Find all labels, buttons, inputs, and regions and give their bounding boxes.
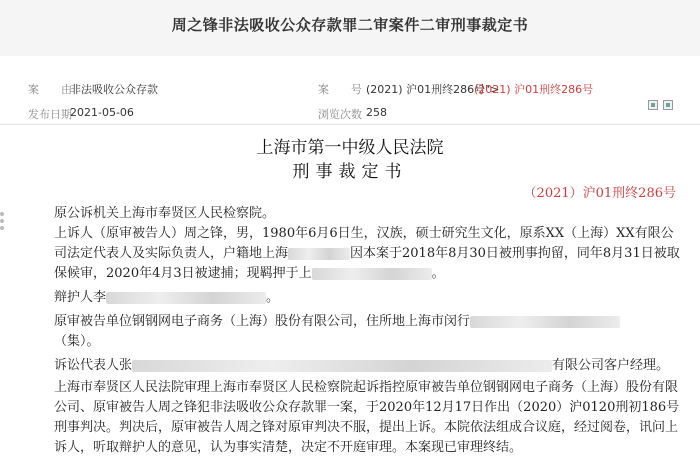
redaction <box>470 316 620 328</box>
page-header <box>0 0 700 56</box>
view-count-value: 258 <box>366 106 387 119</box>
scroll-marker <box>0 212 6 242</box>
case-number-value-red: (2021) 沪01刑终286号 <box>474 83 594 96</box>
redaction <box>132 360 552 372</box>
case-number-value: (2021) 沪01刑终286号"> <box>366 83 500 96</box>
meta-actions <box>648 95 678 114</box>
paragraph-appellant: 上诉人（原审被告人）周之锋，男，1980年6月6日生，汉族，硕士研究生文化，原系XX（上海）XX有限公司法定代表人及实际负责人，户籍地上海 因本案于2018年8月30日被刑事拘留，同年8月31日被取保候审，2020年4月3日被逮捕；现羁押于上 。 <box>54 226 680 281</box>
court-name: 上海市第一中级人民法院 <box>256 138 444 158</box>
document-title: 周之锋非法吸收公众存款罪二审案件二审刑事裁定书 <box>171 16 529 34</box>
publish-date-value: 2021-05-06 <box>70 106 134 119</box>
redaction <box>106 292 266 304</box>
document-type: 刑事裁定书 <box>292 162 408 182</box>
paragraph-proceedings: 上海市奉贤区人民法院审理上海市奉贤区人民检察院起诉指控原审被告单位钢钢网电子商务（上海）股份有限公司、原审被告人周之锋犯非法吸收公众存款罪一案，于2020年12月17日作出（2020）沪0120刑初186号刑事判决。判决后，原审被告人周之锋对原审判决不服，提出上诉。本院依法组成合议庭，经过阅卷，讯问上诉人，听取辩护人的意见，认为事实清楚，决定不开庭审理。本案现已审理终结。 <box>54 380 680 455</box>
case-cause-label: 案 由 <box>28 83 72 96</box>
download-icon[interactable] <box>663 100 673 110</box>
view-count-label: 浏览次数 <box>318 108 362 121</box>
paragraph-unit: 原审被告单位钢钢网电子商务（上海）股份有限公司，住所地上海市闵行 （集）。 <box>28 312 684 352</box>
redaction <box>312 268 432 280</box>
paragraph-defender: 辩护人李 。 <box>54 290 280 305</box>
divider <box>0 124 700 125</box>
document-case-number: （2021）沪01刑终286号 <box>523 186 676 201</box>
redaction <box>288 248 350 260</box>
publish-date-label: 发布日期 <box>28 108 72 121</box>
paragraph-representative: 诉讼代表人张 有限公司客户经理。 <box>54 358 670 373</box>
case-cause-value: 非法吸收公众存款 <box>70 83 158 96</box>
print-icon[interactable] <box>648 100 658 110</box>
case-number-label: 案 号 <box>318 83 362 96</box>
paragraph-prosecutor: 原公诉机关上海市奉贤区人民检察院。 <box>54 206 276 221</box>
